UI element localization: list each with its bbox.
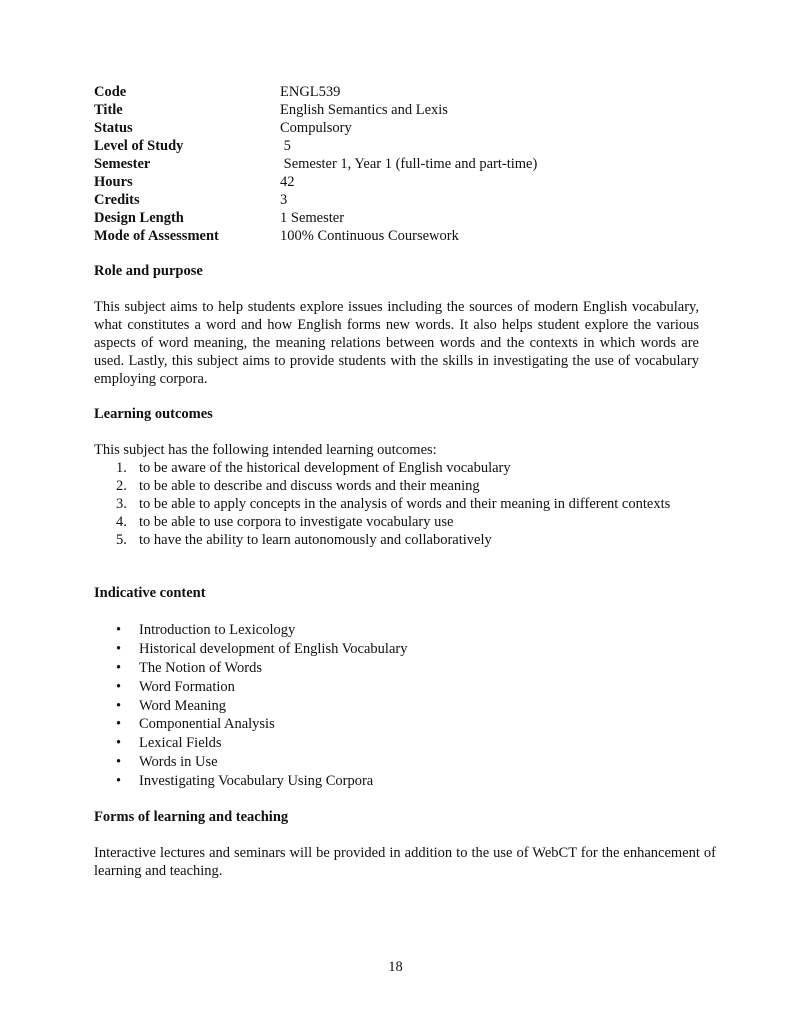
list-item <box>94 772 407 791</box>
bullet-icon: • <box>116 754 122 771</box>
list-item-text: Historical development of English Vocabulary <box>139 640 408 657</box>
info-value: ENGL539 <box>280 84 341 100</box>
info-row-semester <box>94 155 537 173</box>
learning-outcomes-intro: This subject has the following intended learning outcomes: <box>94 442 437 458</box>
info-label: Hours <box>94 174 133 190</box>
page-number: 18 <box>388 959 403 975</box>
info-row-level <box>94 137 537 155</box>
list-item <box>94 678 407 697</box>
list-item-text: Words in Use <box>139 754 218 771</box>
info-label: Mode of Assessment <box>94 228 219 244</box>
learning-outcomes-heading: Learning outcomes <box>94 406 213 422</box>
list-item-text: Investigating Vocabulary Using Corpora <box>139 773 374 790</box>
list-item-text: to have the ability to learn autonomously and collaboratively <box>139 532 492 548</box>
info-value: 100% Continuous Coursework <box>280 228 459 244</box>
list-item-text: Word Formation <box>139 678 235 695</box>
list-item-text: Word Meaning <box>139 697 227 714</box>
bullet-icon: • <box>116 773 122 790</box>
info-value: 42 <box>280 174 295 190</box>
list-item-text: to be able to use corpora to investigate vocabulary use <box>139 514 454 530</box>
forms-learning-text: Interactive lectures and seminars will be provided in addition to the use of WebCT for the enhancement of learning and teaching. <box>94 845 716 879</box>
list-item <box>94 621 407 640</box>
list-item <box>94 753 407 772</box>
role-purpose-heading: Role and purpose <box>94 263 203 279</box>
list-item-text: Componential Analysis <box>139 716 275 733</box>
bullet-icon: • <box>116 622 122 638</box>
list-number: 1. <box>116 460 127 476</box>
info-label: Credits <box>94 192 140 208</box>
list-item-text: to be aware of the historical development of English vocabulary <box>139 460 511 476</box>
info-label: Code <box>94 84 127 100</box>
list-item <box>94 697 407 716</box>
list-item <box>94 531 699 549</box>
list-number: 4. <box>116 514 127 530</box>
course-info-table <box>94 83 537 245</box>
role-purpose-text: This subject aims to help students explore issues including the sources of modern English vocabulary, what constitutes a word and how English forms new words. It also helps student explore the various aspects of word meaning, the meaning relations between words and the contexts in which words are used. Lastly, this subject aims to provide students with the skills in investigating the use of vocabulary employing corpora. <box>94 299 699 387</box>
info-row-hours <box>94 173 537 191</box>
list-item-text: Introduction to Lexicology <box>139 622 296 638</box>
bullet-icon: • <box>116 640 122 657</box>
list-item-text: to be able to describe and discuss words and their meaning <box>139 478 480 494</box>
info-row-assessment <box>94 227 537 245</box>
list-item <box>94 513 699 531</box>
list-number: 3. <box>116 496 127 512</box>
info-value: Semester 1, Year 1 (full-time and part-time) <box>280 156 538 172</box>
learning-outcomes-list <box>94 459 699 549</box>
list-item-text: Lexical Fields <box>139 735 222 752</box>
list-item <box>94 477 699 495</box>
info-label: Design Length <box>94 210 184 226</box>
list-item <box>94 459 699 477</box>
list-item <box>94 715 407 734</box>
list-number: 5. <box>116 532 127 548</box>
list-item-text: The Notion of Words <box>139 659 263 676</box>
info-row-code <box>94 83 537 101</box>
info-label: Title <box>94 102 123 118</box>
info-row-design-length <box>94 209 537 227</box>
info-label: Status <box>94 120 133 136</box>
info-value: 3 <box>280 192 288 208</box>
bullet-icon: • <box>116 735 122 752</box>
list-item-text: to be able to apply concepts in the analysis of words and their meaning in different contexts <box>139 496 671 512</box>
list-item <box>94 640 407 659</box>
info-label: Level of Study <box>94 138 184 154</box>
info-value: English Semantics and Lexis <box>280 102 448 118</box>
info-value: 5 <box>280 138 291 154</box>
info-value: 1 Semester <box>280 210 345 226</box>
bullet-icon: • <box>116 697 122 714</box>
list-item <box>94 495 699 513</box>
info-value: Compulsory <box>280 120 352 136</box>
info-row-status <box>94 119 537 137</box>
list-number: 2. <box>116 478 127 494</box>
list-item <box>94 734 407 753</box>
list-item <box>94 659 407 678</box>
info-row-title <box>94 101 537 119</box>
info-row-credits <box>94 191 537 209</box>
info-label: Semester <box>94 156 151 172</box>
bullet-icon: • <box>116 716 122 733</box>
indicative-content-heading: Indicative content <box>94 585 206 601</box>
indicative-content-list <box>94 621 407 791</box>
bullet-icon: • <box>116 659 122 676</box>
bullet-icon: • <box>116 678 122 695</box>
forms-learning-heading: Forms of learning and teaching <box>94 809 289 825</box>
